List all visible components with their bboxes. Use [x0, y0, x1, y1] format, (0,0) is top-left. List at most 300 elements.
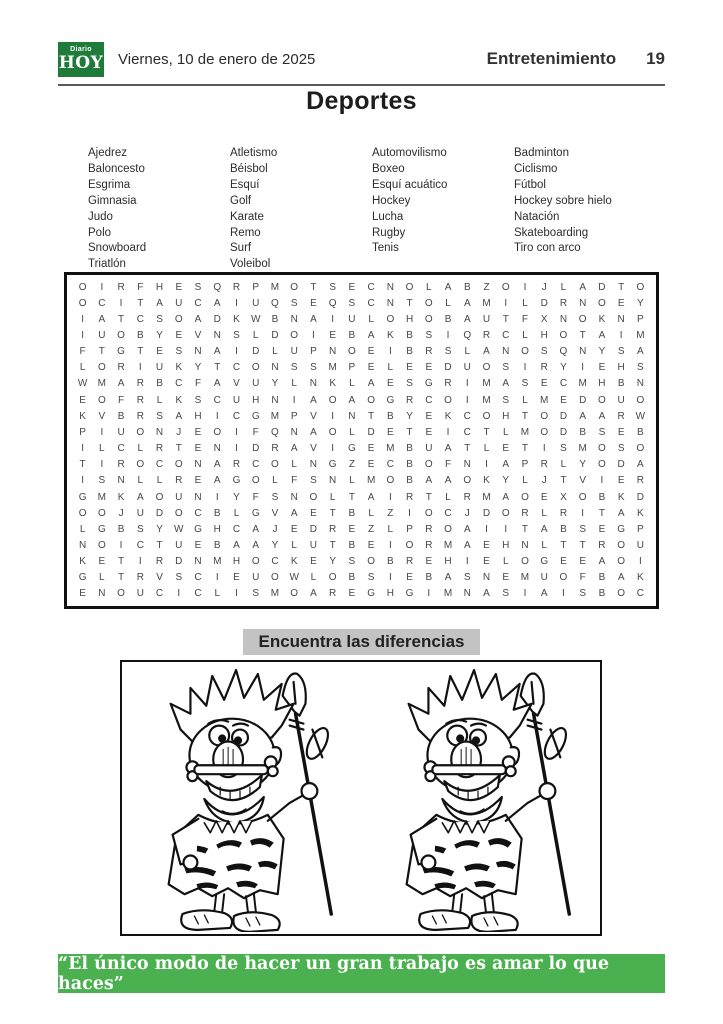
puzzle-letter: G — [405, 588, 414, 600]
word-list-item: Tiro con arco — [514, 242, 581, 255]
puzzle-letter: N — [463, 459, 471, 471]
puzzle-letter: G — [251, 507, 260, 519]
puzzle-letter: O — [251, 556, 260, 568]
puzzle-letter: B — [463, 281, 471, 293]
puzzle-letter: R — [598, 539, 606, 551]
puzzle-letter: O — [155, 491, 164, 503]
puzzle-letter: U — [636, 539, 644, 551]
puzzle-letter: C — [136, 313, 144, 325]
puzzle-letter: E — [310, 507, 317, 519]
puzzle-letter: N — [271, 362, 279, 374]
puzzle-letter: R — [329, 523, 337, 535]
puzzle-letter: S — [194, 281, 202, 293]
puzzle-letter: E — [425, 426, 433, 438]
puzzle-letter: K — [290, 556, 298, 568]
puzzle-letter: T — [214, 362, 221, 374]
puzzle-letter: T — [579, 539, 586, 551]
word-list-column-3 — [372, 146, 514, 273]
puzzle-letter: R — [559, 297, 568, 309]
puzzle-letter: L — [156, 475, 163, 487]
puzzle-letter: A — [194, 313, 202, 325]
puzzle-letter: C — [425, 394, 433, 406]
puzzle-letter: I — [215, 491, 219, 503]
puzzle-letter: L — [426, 281, 432, 293]
puzzle-letter: S — [579, 588, 587, 600]
puzzle-letter: O — [136, 459, 145, 471]
puzzle-letter: V — [98, 410, 106, 422]
puzzle-letter: I — [542, 443, 546, 455]
puzzle-letter: B — [406, 443, 413, 455]
puzzle-letter: O — [386, 475, 395, 487]
puzzle-letter: O — [501, 281, 510, 293]
puzzle-letter: O — [290, 588, 299, 600]
puzzle-letter: N — [579, 297, 587, 309]
puzzle-letter: R — [463, 491, 471, 503]
puzzle-letter: T — [425, 491, 432, 503]
puzzle-letter: L — [79, 362, 86, 374]
puzzle-letter: E — [483, 556, 490, 568]
puzzle-letter: T — [521, 443, 529, 455]
puzzle-letter: C — [463, 426, 471, 438]
puzzle-letter: T — [137, 297, 144, 309]
puzzle-letter: A — [502, 459, 510, 471]
puzzle-letter: I — [138, 556, 142, 568]
word-list-item: Golf — [230, 194, 252, 207]
puzzle-letter: O — [636, 281, 645, 293]
puzzle-letter: D — [559, 410, 568, 422]
puzzle-letter: K — [444, 410, 452, 422]
puzzle-letter: A — [367, 330, 375, 342]
puzzle-letter: O — [174, 459, 183, 471]
puzzle-letter: Z — [387, 507, 394, 519]
puzzle-letter: A — [540, 523, 548, 535]
puzzle-letter: H — [617, 362, 625, 374]
puzzle-letter: A — [367, 378, 375, 390]
puzzle-letter: W — [289, 572, 299, 584]
puzzle-letter: E — [502, 572, 510, 584]
puzzle-letter: O — [482, 362, 491, 374]
puzzle-letter: A — [136, 491, 144, 503]
puzzle-letter: O — [559, 330, 568, 342]
puzzle-letter: B — [406, 459, 413, 471]
puzzle-letter: J — [541, 475, 547, 487]
puzzle-letter: V — [271, 507, 279, 519]
puzzle-letter: D — [482, 507, 491, 519]
puzzle-letter: N — [98, 588, 106, 600]
puzzle-letter: S — [502, 394, 510, 406]
puzzle-letter: K — [637, 572, 644, 584]
puzzle-letter: M — [366, 475, 376, 487]
puzzle-letter: V — [194, 330, 202, 342]
puzzle-letter: W — [174, 523, 184, 535]
puzzle-letter: I — [81, 330, 84, 342]
puzzle-letter: E — [194, 539, 202, 551]
puzzle-letter: E — [598, 362, 606, 374]
puzzle-letter: Q — [213, 281, 222, 293]
puzzle-letter: R — [540, 362, 548, 374]
word-list-item: Hockey — [372, 194, 411, 207]
puzzle-letter: L — [291, 459, 297, 471]
puzzle-letter: O — [636, 443, 645, 455]
puzzle-letter: L — [291, 539, 297, 551]
puzzle-letter: O — [405, 281, 414, 293]
puzzle-letter: D — [252, 346, 260, 358]
quote-banner — [58, 954, 665, 993]
puzzle-letter: O — [117, 330, 125, 342]
puzzle-letter: Y — [156, 330, 163, 342]
puzzle-letter: O — [78, 507, 87, 519]
puzzle-letter: S — [617, 443, 625, 455]
puzzle-letter: R — [175, 475, 183, 487]
puzzle-letter: U — [309, 539, 318, 551]
puzzle-letter: A — [444, 572, 452, 584]
puzzle-letter: S — [310, 475, 317, 487]
puzzle-letter: N — [213, 330, 221, 342]
puzzle-letter: N — [329, 475, 337, 487]
puzzle-letter: A — [617, 507, 625, 519]
puzzle-letter: B — [348, 330, 356, 342]
puzzle-letter: I — [581, 362, 585, 374]
puzzle-letter: Q — [463, 330, 472, 342]
puzzle-letter: K — [175, 362, 183, 374]
puzzle-letter: M — [386, 443, 395, 455]
puzzle-letter: N — [290, 426, 298, 438]
puzzle-letter: I — [446, 426, 450, 438]
puzzle-letter: E — [617, 475, 625, 487]
puzzle-letter: U — [232, 394, 241, 406]
puzzle-letter: T — [98, 346, 105, 358]
puzzle-letter: M — [270, 588, 280, 600]
puzzle-letter: M — [540, 394, 549, 406]
puzzle-letter: P — [310, 346, 317, 358]
puzzle-letter: C — [367, 297, 375, 309]
puzzle-letter: L — [233, 507, 240, 519]
puzzle-letter: A — [444, 443, 452, 455]
puzzle-letter: I — [388, 346, 392, 358]
puzzle-letter: S — [98, 475, 106, 487]
puzzle-letter: M — [482, 491, 491, 503]
puzzle-letter: R — [444, 378, 452, 390]
puzzle-letter: A — [213, 459, 221, 471]
puzzle-letter: R — [117, 459, 125, 471]
puzzle-letter: S — [444, 346, 452, 358]
puzzle-letter: T — [368, 410, 375, 422]
puzzle-letter: R — [405, 556, 414, 568]
puzzle-letter: M — [578, 443, 587, 455]
puzzle-letter: A — [233, 539, 240, 551]
puzzle-letter: I — [638, 556, 642, 568]
puzzle-letter: L — [137, 475, 144, 487]
puzzle-letter: E — [367, 539, 375, 551]
puzzle-letter: A — [617, 572, 625, 584]
puzzle-letter: W — [250, 313, 261, 325]
puzzle-letter: G — [347, 443, 356, 455]
puzzle-letter: P — [79, 426, 86, 438]
word-search-box — [64, 272, 659, 609]
word-list-item: Judo — [88, 210, 113, 223]
puzzle-letter: Y — [579, 459, 587, 471]
puzzle-letter: A — [463, 313, 471, 325]
puzzle-letter: G — [78, 491, 87, 503]
puzzle-letter: H — [502, 410, 510, 422]
puzzle-letter: A — [483, 588, 490, 600]
puzzle-letter: O — [424, 459, 433, 471]
puzzle-letter: E — [156, 346, 163, 358]
puzzle-letter: F — [444, 459, 452, 471]
puzzle-letter: O — [328, 426, 337, 438]
puzzle-letter: Y — [194, 362, 202, 374]
puzzle-letter: C — [502, 330, 510, 342]
puzzle-letter: A — [483, 346, 490, 358]
puzzle-letter: L — [349, 378, 355, 390]
puzzle-letter: Y — [271, 539, 279, 551]
puzzle-letter: D — [367, 426, 375, 438]
puzzle-letter: R — [271, 443, 279, 455]
puzzle-letter: L — [368, 313, 374, 325]
puzzle-letter: R — [136, 572, 144, 584]
puzzle-letter: L — [387, 362, 394, 374]
puzzle-letter: X — [540, 313, 548, 325]
puzzle-letter: M — [482, 378, 491, 390]
puzzle-letter: S — [598, 426, 606, 438]
puzzle-letter: H — [540, 330, 548, 342]
puzzle-letter: D — [540, 297, 548, 309]
puzzle-letter: B — [425, 572, 433, 584]
puzzle-letter: O — [636, 394, 645, 406]
puzzle-letter: N — [521, 539, 529, 551]
puzzle-letter: U — [98, 330, 106, 342]
puzzle-letter: S — [156, 313, 163, 325]
puzzle-letter: I — [446, 330, 450, 342]
puzzle-letter: E — [98, 556, 106, 568]
puzzle-letter: L — [387, 523, 394, 535]
date-text: Viernes, 10 de enero de 2025 — [118, 50, 316, 68]
puzzle-letter: R — [521, 507, 529, 519]
puzzle-letter: U — [290, 346, 298, 358]
puzzle-letter: O — [117, 588, 125, 600]
puzzle-letter: I — [235, 346, 238, 358]
page-header — [58, 40, 665, 78]
puzzle-letter: F — [118, 394, 125, 406]
puzzle-letter: T — [406, 297, 413, 309]
puzzle-letter: S — [194, 394, 202, 406]
puzzle-letter: S — [463, 572, 471, 584]
puzzle-letter: R — [425, 346, 433, 358]
puzzle-letter: T — [310, 281, 317, 293]
puzzle-letter: Q — [328, 297, 337, 309]
puzzle-letter: E — [387, 426, 394, 438]
puzzle-letter: K — [79, 410, 86, 422]
puzzle-letter: O — [271, 572, 279, 584]
puzzle-letter: S — [406, 378, 413, 390]
puzzle-letter: N — [194, 346, 202, 358]
puzzle-letter: G — [232, 475, 241, 487]
puzzle-letter: F — [137, 281, 144, 293]
puzzle-letter: H — [252, 394, 260, 406]
puzzle-letter: E — [483, 539, 490, 551]
puzzle-letter: G — [117, 346, 125, 358]
puzzle-letter: C — [117, 443, 125, 455]
puzzle-letter: D — [559, 426, 568, 438]
puzzle-letter: C — [175, 378, 183, 390]
puzzle-letter: O — [617, 539, 626, 551]
puzzle-letter: P — [348, 362, 356, 374]
puzzle-letter: D — [579, 394, 587, 406]
puzzle-letter: I — [235, 297, 238, 309]
puzzle-letter: I — [562, 588, 565, 600]
puzzle-letter: Y — [637, 297, 644, 309]
puzzle-letter: U — [136, 588, 144, 600]
puzzle-letter: S — [136, 523, 144, 535]
puzzle-letter: I — [138, 362, 142, 374]
puzzle-letter: O — [290, 330, 299, 342]
puzzle-letter: B — [271, 313, 279, 325]
puzzle-letter: I — [215, 572, 219, 584]
puzzle-letter: O — [78, 281, 87, 293]
puzzle-letter: B — [560, 523, 567, 535]
puzzle-letter: E — [194, 443, 202, 455]
puzzle-letter: U — [348, 313, 356, 325]
puzzle-letter: I — [331, 410, 335, 422]
puzzle-letter: V — [156, 572, 163, 584]
puzzle-letter: I — [312, 330, 315, 342]
puzzle-letter: I — [100, 426, 104, 438]
word-list-item: Tenis — [372, 242, 399, 255]
puzzle-letter: K — [79, 556, 86, 568]
puzzle-letter: U — [136, 507, 144, 519]
word-list-item: Esgrima — [88, 178, 131, 191]
puzzle-letter: B — [213, 539, 221, 551]
puzzle-letter: N — [482, 572, 491, 584]
word-list-column-2 — [230, 146, 372, 273]
puzzle-letter: B — [213, 507, 221, 519]
word-list-item: Lucha — [372, 210, 404, 223]
puzzle-letter: E — [406, 362, 413, 374]
puzzle-letter: S — [233, 330, 240, 342]
puzzle-letter: C — [194, 588, 202, 600]
puzzle-letter: E — [79, 394, 86, 406]
puzzle-letter: E — [540, 378, 548, 390]
puzzle-letter: N — [559, 313, 568, 325]
puzzle-letter: I — [100, 459, 104, 471]
puzzle-letter: U — [155, 362, 164, 374]
puzzle-letter: R — [155, 443, 164, 455]
puzzle-letter: I — [177, 588, 181, 600]
puzzle-letter: X — [560, 491, 567, 503]
puzzle-letter: C — [444, 507, 452, 519]
puzzle-letter: C — [559, 378, 568, 390]
puzzle-letter: A — [310, 588, 317, 600]
puzzle-letter: B — [406, 330, 413, 342]
puzzle-letter: J — [464, 507, 470, 519]
puzzle-letter: H — [405, 313, 414, 325]
puzzle-letter: A — [463, 297, 471, 309]
puzzle-letter: M — [270, 410, 280, 422]
puzzle-letter: C — [213, 394, 221, 406]
puzzle-letter: M — [97, 378, 106, 390]
puzzle-letter: N — [502, 346, 510, 358]
puzzle-letter: Y — [329, 556, 336, 568]
puzzle-letter: S — [290, 297, 298, 309]
puzzle-letter: G — [97, 523, 106, 535]
word-list-item: Remo — [230, 226, 261, 239]
puzzle-letter: T — [406, 426, 413, 438]
puzzle-letter: O — [444, 394, 452, 406]
puzzle-letter: E — [194, 426, 202, 438]
puzzle-letter: T — [79, 459, 86, 471]
puzzle-letter: L — [329, 491, 336, 503]
puzzle-letter: R — [617, 410, 625, 422]
puzzle-letter: G — [386, 394, 395, 406]
puzzle-letter: B — [387, 556, 394, 568]
puzzle-letter: F — [194, 378, 202, 390]
puzzle-letter: S — [521, 378, 529, 390]
puzzle-letter: Y — [560, 362, 567, 374]
puzzle-letter: D — [617, 459, 625, 471]
puzzle-letter: I — [331, 443, 335, 455]
puzzle-letter: F — [291, 475, 298, 487]
puzzle-letter: H — [598, 378, 606, 390]
puzzle-letter: I — [292, 394, 296, 406]
puzzle-letter: I — [427, 588, 431, 600]
puzzle-letter: A — [502, 378, 510, 390]
puzzle-letter: M — [443, 588, 453, 600]
quote-text: “El único modo de hacer un gran trabajo es amar lo que haces” — [58, 953, 610, 994]
puzzle-letter: O — [97, 539, 106, 551]
word-list-item: Gimnasia — [88, 194, 137, 207]
puzzle-letter: S — [579, 523, 587, 535]
puzzle-letter: U — [425, 443, 433, 455]
puzzle-letter: T — [579, 330, 586, 342]
puzzle-letter: T — [560, 475, 567, 487]
puzzle-letter: O — [290, 281, 299, 293]
puzzle-letter: A — [290, 507, 298, 519]
puzzle-letter: L — [522, 394, 528, 406]
puzzle-letter: E — [367, 362, 375, 374]
puzzle-letter: P — [637, 523, 644, 535]
puzzle-letter: D — [636, 491, 644, 503]
puzzle-letter: N — [309, 459, 318, 471]
puzzle-letter: L — [252, 330, 259, 342]
puzzle-letter: H — [502, 539, 510, 551]
puzzle-letter: K — [617, 491, 625, 503]
puzzle-letter: S — [348, 556, 356, 568]
puzzle-letter: B — [406, 346, 413, 358]
puzzle-letter: N — [194, 556, 202, 568]
puzzle-letter: V — [310, 410, 317, 422]
puzzle-letter: P — [521, 459, 529, 471]
puzzle-letter: K — [598, 313, 606, 325]
puzzle-letter: O — [174, 507, 183, 519]
puzzle-letter: Z — [348, 459, 355, 471]
puzzle-letter: T — [329, 539, 336, 551]
page-number: 19 — [646, 49, 665, 68]
puzzle-letter: N — [386, 297, 394, 309]
puzzle-letter: N — [636, 378, 644, 390]
puzzle-letter: R — [329, 588, 337, 600]
word-list-item: Hockey sobre hielo — [514, 194, 612, 207]
puzzle-letter: C — [271, 556, 279, 568]
puzzle-letter: I — [465, 556, 469, 568]
puzzle-letter: B — [136, 330, 144, 342]
puzzle-letter: O — [501, 507, 510, 519]
puzzle-letter: N — [386, 281, 394, 293]
puzzle-letter: A — [637, 346, 644, 358]
puzzle-letter: R — [136, 378, 144, 390]
puzzle-letter: G — [617, 523, 626, 535]
puzzle-letter: O — [309, 491, 318, 503]
puzzle-letter: I — [388, 572, 392, 584]
